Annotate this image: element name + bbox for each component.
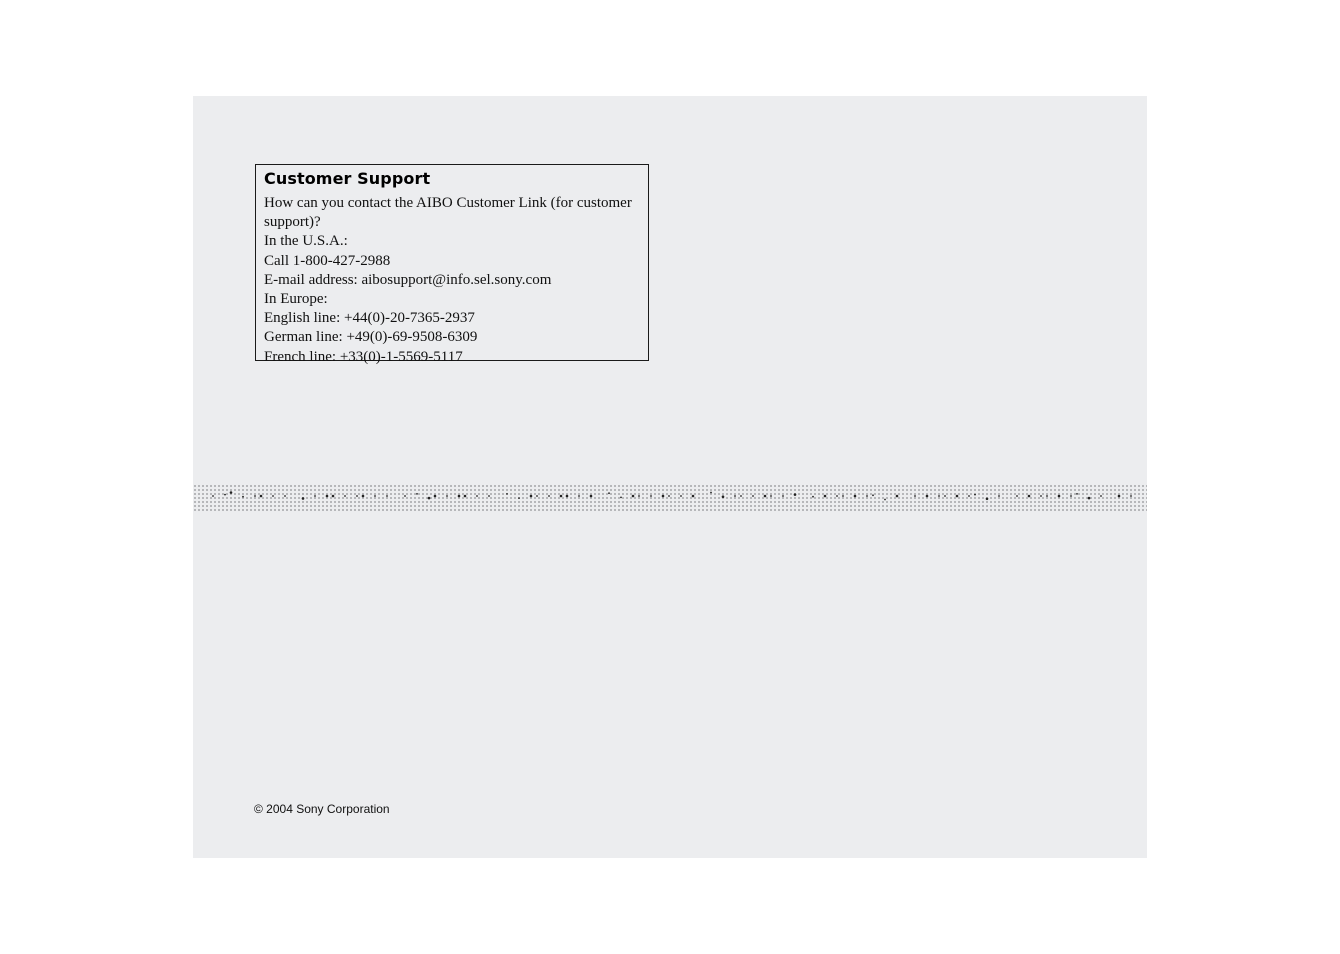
dot-mark: [752, 495, 754, 497]
dot-mark: [938, 495, 940, 497]
dot-mark: [968, 495, 970, 497]
dot-mark: [944, 495, 946, 497]
dot-mark: [404, 495, 406, 497]
dot-pattern-graphic: [193, 484, 1147, 512]
dot-mark: [710, 492, 712, 494]
dot-mark: [1016, 495, 1018, 497]
dot-mark: [812, 496, 814, 498]
dot-mark: [434, 495, 437, 498]
support-german-line: German line: +49(0)-69-9508-6309: [264, 329, 478, 346]
support-usa-email: E-mail address: aibosupport@info.sel.sony.com: [264, 271, 552, 288]
dot-mark: [362, 495, 365, 498]
support-title: Customer Support: [264, 169, 431, 188]
dot-mark: [608, 492, 610, 494]
dot-mark: [224, 494, 226, 496]
dot-mark: [356, 495, 358, 497]
dot-mark: [488, 495, 490, 497]
dot-mark: [872, 494, 874, 496]
support-french-line: French line: +33(0)-1-5569-5117: [264, 348, 463, 365]
dot-mark: [1046, 495, 1048, 497]
dot-mark: [326, 495, 329, 498]
dot-mark: [254, 495, 256, 497]
dot-mark: [1118, 495, 1121, 498]
dot-mark: [914, 495, 916, 497]
dot-mark: [824, 495, 827, 498]
dot-mark: [260, 495, 263, 498]
decorative-dot-band: [193, 484, 1147, 512]
dot-mark: [734, 495, 736, 497]
dot-mark: [638, 495, 640, 497]
dot-mark: [620, 497, 622, 499]
dot-mark: [212, 495, 214, 497]
dot-mark: [782, 495, 784, 497]
dot-mark: [1076, 493, 1078, 495]
dot-mark: [302, 497, 305, 500]
dot-mark: [650, 495, 652, 497]
dot-mark: [896, 495, 899, 498]
dot-mark: [884, 499, 886, 501]
dot-mark: [428, 497, 431, 500]
dot-mark: [518, 497, 520, 499]
dot-mark: [842, 495, 844, 497]
dot-mark: [722, 495, 725, 498]
copyright-notice: © 2004 Sony Corporation: [254, 802, 390, 816]
dot-mark: [536, 495, 538, 497]
dot-mark: [332, 495, 335, 498]
dot-mark: [998, 495, 1000, 497]
dot-mark: [476, 495, 478, 497]
dot-mark: [632, 495, 635, 498]
dot-mark: [1070, 495, 1072, 497]
dot-mark: [446, 495, 448, 497]
dot-mark: [986, 498, 989, 501]
dot-mark: [764, 495, 767, 498]
dot-mark: [1028, 495, 1031, 498]
dot-mark: [416, 493, 418, 495]
dot-mark: [866, 495, 868, 497]
dot-mark: [1040, 495, 1042, 497]
dot-mark: [1100, 495, 1102, 497]
support-europe-heading: In Europe:: [264, 291, 328, 308]
dot-mark: [314, 495, 316, 497]
dot-mark: [458, 495, 461, 498]
support-question: How can you contact the AIBO Customer Link (for customer support)?: [264, 195, 632, 231]
dot-mark: [668, 495, 670, 497]
dot-mark: [1058, 495, 1061, 498]
dot-mark: [1088, 497, 1091, 500]
dot-mark: [926, 495, 929, 498]
dot-mark: [836, 495, 838, 497]
dot-mark: [770, 495, 772, 497]
dot-mark: [272, 495, 274, 497]
dot-mark: [374, 495, 376, 497]
dot-mark: [242, 496, 244, 498]
dot-mark: [464, 495, 467, 498]
dot-mark: [344, 495, 346, 497]
dot-mark: [692, 495, 695, 498]
dot-mark: [230, 491, 233, 494]
support-usa-phone: Call 1-800-427-2988: [264, 252, 391, 269]
dot-mark: [578, 495, 580, 497]
support-usa-heading: In the U.S.A.:: [264, 233, 348, 250]
customer-support-box: [255, 164, 649, 365]
dot-mark: [284, 495, 286, 497]
dot-mark: [680, 495, 682, 497]
dot-mark: [590, 495, 593, 498]
dot-mark: [548, 495, 550, 497]
dot-mark: [560, 495, 563, 498]
support-english-line: English line: +44(0)-20-7365-2937: [264, 310, 475, 327]
dot-mark: [566, 495, 569, 498]
dot-mark: [506, 493, 508, 495]
dot-mark: [740, 495, 742, 497]
dot-mark: [854, 495, 857, 498]
dot-mark: [662, 495, 665, 498]
dot-mark: [530, 495, 533, 498]
dot-mark: [956, 495, 959, 498]
dot-mark: [1130, 495, 1132, 497]
document-page: [193, 96, 1147, 858]
dot-mark: [794, 493, 797, 496]
dot-mark: [386, 495, 388, 497]
dot-mark: [974, 494, 976, 496]
